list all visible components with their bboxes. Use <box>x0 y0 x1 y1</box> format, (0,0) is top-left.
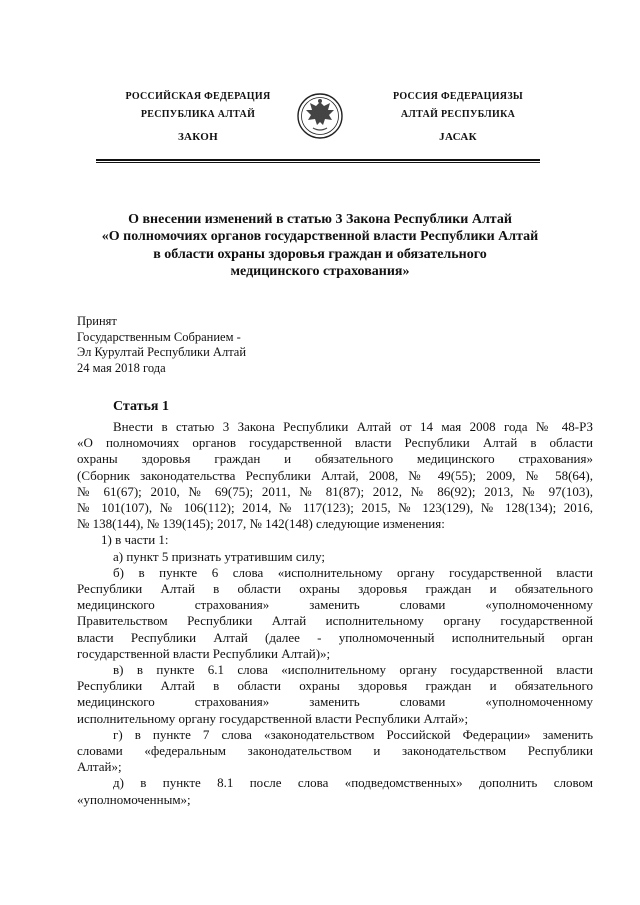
article-body <box>77 419 593 808</box>
body-line: а) пункт 5 признать утратившим силу; <box>113 548 326 564</box>
header-doc-type: ЗАКОН <box>177 131 219 143</box>
header-country-altai: РОССИЯ ФЕДЕРАЦИЯЗЫ <box>392 91 524 102</box>
title-line: О внесении изменений в статью 3 Закона Республики Алтай <box>128 212 512 227</box>
adoption-line: Принят <box>77 314 117 328</box>
body-line: г) в пункте 7 слова «законодательством Российской Федерации» заменить <box>113 726 593 742</box>
header-rule-thin <box>96 162 540 163</box>
body-line: Внести в статью 3 Закона Республики Алтай от 14 мая 2008 года № 48-РЗ <box>113 419 593 434</box>
body-line: «уполномоченным»; <box>77 791 191 807</box>
body-line: № 101(107), № 106(112); 2014, № 117(123); 2015, № 123(129), № 128(134); 2016, <box>77 500 593 516</box>
body-line: охраны здоровья граждан и обязательного медицинского страхования» <box>77 451 593 467</box>
body-line: медицинского страхования» заменить словами «уполномоченному <box>77 694 593 710</box>
law-title <box>80 211 560 280</box>
body-line: «О полномочиях органов государственной власти Республики Алтай в области <box>77 435 593 451</box>
body-line: Алтай»; <box>77 759 122 775</box>
header-country: РОССИЙСКАЯ ФЕДЕРАЦИЯ <box>125 91 271 102</box>
body-line: б) в пункте 6 слова «исполнительному органу государственной власти <box>113 564 593 580</box>
body-line: медицинского страхования» заменить словами «уполномоченному <box>77 597 593 613</box>
header-left-russian <box>88 88 308 146</box>
body-line: государственной власти Республики Алтай)»; <box>77 645 331 661</box>
body-line: словами «федеральным законодательством и законодательством Республики <box>77 743 593 759</box>
title-line: «О полномочиях органов государственной власти Республики Алтай <box>101 229 539 245</box>
body-line: Республики Алтай в области охраны здоровья граждан и обязательного <box>77 678 593 694</box>
body-line: № 61(67); 2010, № 69(75); 2011, № 81(87); 2012, № 86(92); 2013, № 97(103), <box>77 483 593 499</box>
header-right-altai <box>348 88 568 146</box>
body-line: д) в пункте 8.1 после слова «подведомственных» дополнить словом <box>113 775 593 791</box>
title-line: в области охраны здоровья граждан и обязательного <box>153 246 487 262</box>
body-line: № 138(144), № 139(145); 2017, № 142(148) следующие изменения: <box>77 516 445 532</box>
header-rule-thick <box>96 159 540 161</box>
body-line: (Сборник законодательства Республики Алтай, 2008, № 49(55); 2009, № 58(64), <box>77 467 593 483</box>
coat-of-arms-icon <box>296 88 344 144</box>
body-line: в) в пункте 6.1 слова «исполнительному органу государственной власти <box>113 662 593 678</box>
adoption-line: Эл Курултай Республики Алтай <box>77 345 247 360</box>
body-line: Правительством Республики Алтай исполнительному органу государственной <box>77 613 593 629</box>
adoption-line: Государственным Собранием - <box>77 329 241 344</box>
body-line: исполнительному органу государственной власти Республики Алтай»; <box>77 710 469 726</box>
adoption-date: 24 мая 2018 года <box>77 360 166 375</box>
body-line: Республики Алтай в области охраны здоровья граждан и обязательного <box>77 581 593 597</box>
adoption-block <box>77 314 246 376</box>
header-doc-type-altai: JАСАК <box>439 131 477 143</box>
body-line: 1) в части 1: <box>101 532 169 548</box>
body-line: власти Республики Алтай (далее - уполномоченный исполнительный орган <box>77 629 593 645</box>
header-republic: РЕСПУБЛИКА АЛТАЙ <box>140 109 256 120</box>
article-heading: Статья 1 <box>113 399 169 414</box>
title-line: медицинского страхования» <box>230 263 410 279</box>
header-republic-altai: АЛТАЙ РЕСПУБЛИКА <box>400 109 516 120</box>
